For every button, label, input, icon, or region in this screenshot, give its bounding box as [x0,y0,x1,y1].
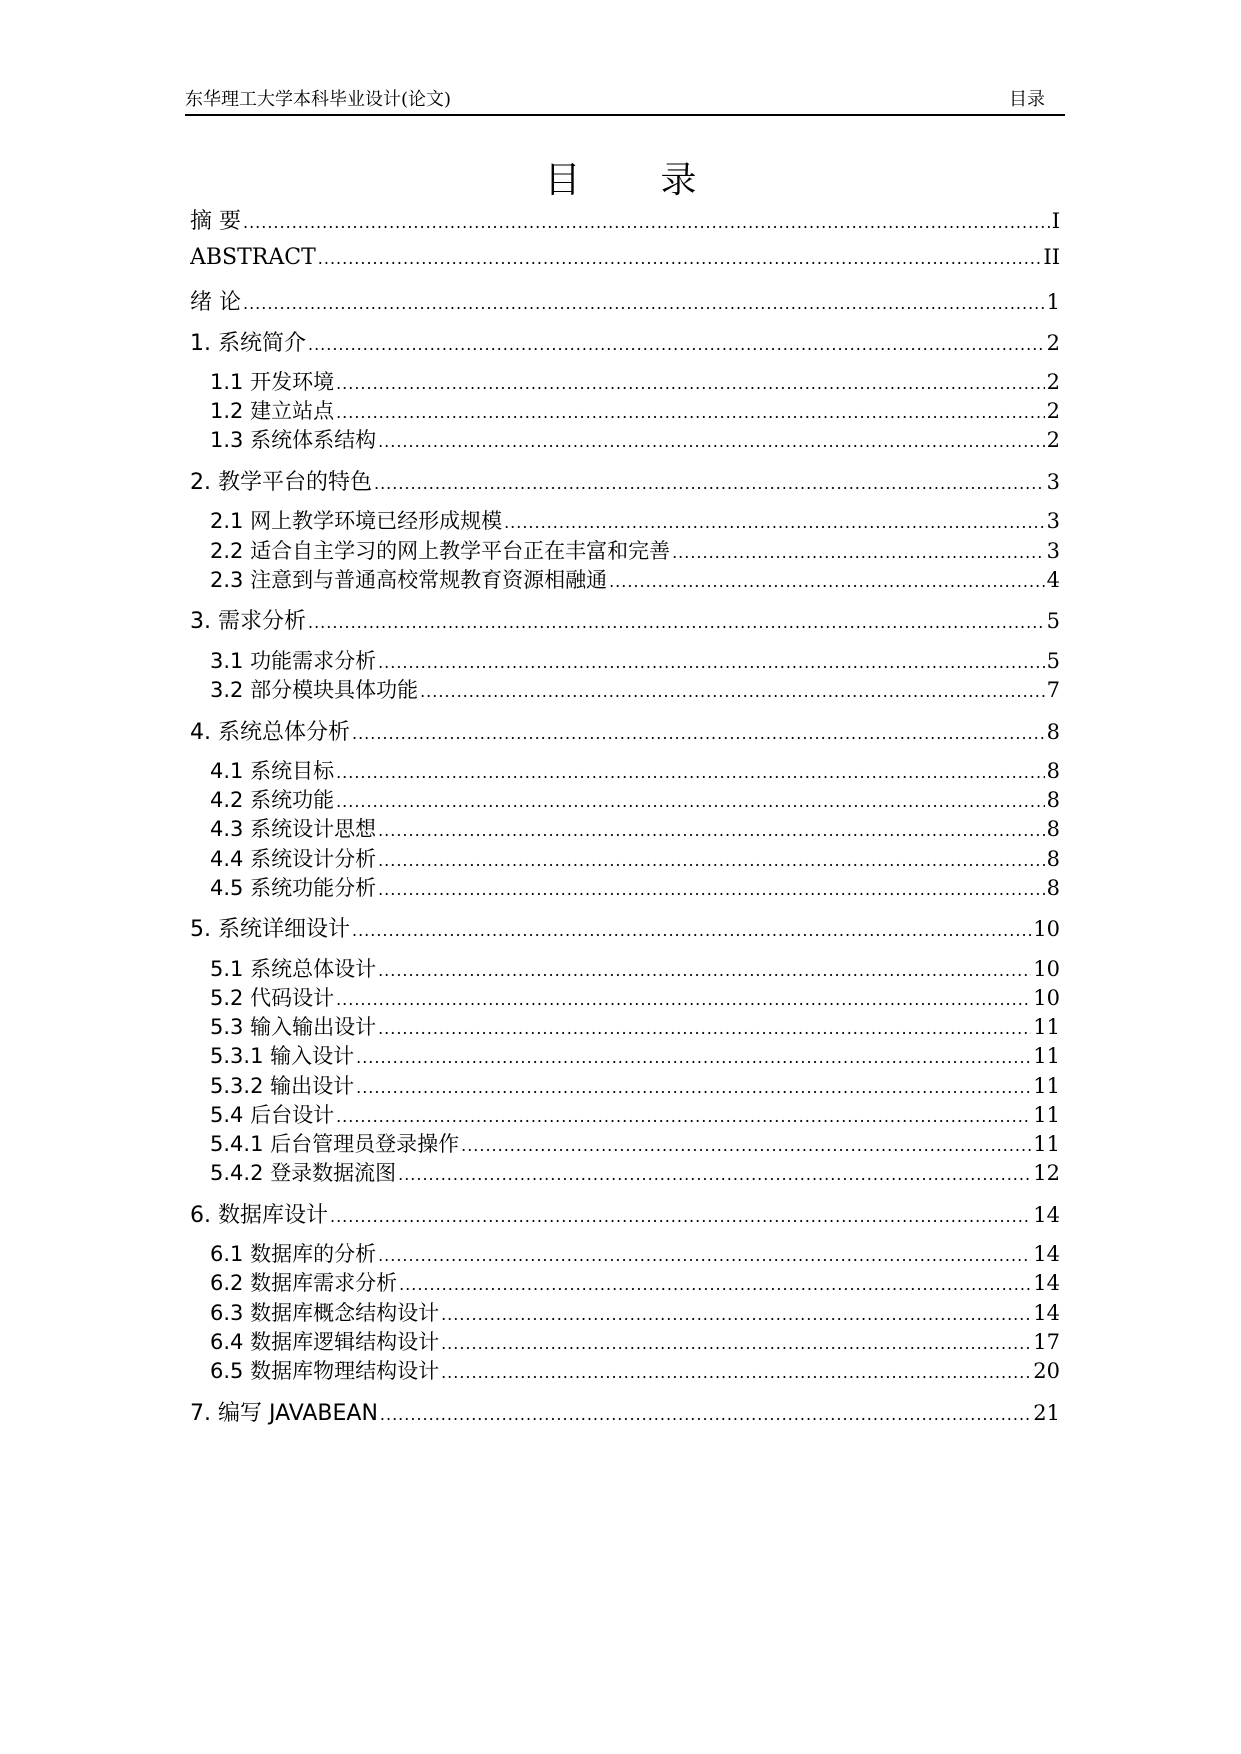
running-header [185,86,1065,116]
toc-dot-leader [336,792,1045,811]
toc-dot-leader [378,1246,1031,1265]
toc-entry-page-number: 11 [1033,1073,1060,1098]
toc-entry-label: 6.1 数据库的分析 [210,1242,377,1267]
toc-entry-page-number: 2 [1046,428,1060,453]
toc-entry-label: 5. 系统详细设计 [190,917,350,943]
toc-entry-page-number: 10 [1033,917,1060,942]
toc-dot-leader [378,821,1045,840]
toc-entry-page-number: 8 [1046,788,1060,813]
toc-entry-page-number: 11 [1033,1102,1060,1127]
toc-entry-label: 2.1 网上教学环境已经形成规模 [210,509,503,534]
toc-entry-label: 6.2 数据库需求分析 [210,1271,398,1296]
toc-entry[interactable] [210,813,1060,843]
toc-dot-leader [398,1165,1031,1184]
toc-entry-label: 3.2 部分模块具体功能 [210,678,419,702]
toc-entry-label: 1.2 建立站点 [210,399,335,424]
toc-entry-page-number: 11 [1033,1044,1060,1069]
toc-dot-leader [243,294,1045,313]
toc-entry-page-number: 4 [1046,567,1060,592]
toc-entry[interactable] [210,1267,1060,1297]
page-title-char-1: 目 [544,160,581,201]
toc-dot-leader [378,961,1031,980]
toc-dot-leader [308,335,1045,354]
toc-entry-label: 6. 数据库设计 [190,1202,328,1228]
toc-dot-leader [672,543,1045,562]
toc-dot-leader [420,682,1045,701]
toc-entry[interactable] [210,674,1060,704]
toc-dot-leader [330,1207,1031,1226]
toc-entry-label: 4. 系统总体分析 [190,719,350,745]
toc-entry-page-number: 5 [1046,609,1060,634]
toc-entry[interactable] [190,604,1060,634]
toc-dot-leader [336,990,1031,1009]
toc-entry-label: 摘 要 [190,209,241,234]
toc-entry[interactable] [210,755,1060,785]
toc-entry-page-number: 14 [1033,1271,1060,1296]
toc-entry-label: 5.4 后台设计 [210,1102,335,1127]
toc-entry-page-number: 2 [1046,399,1060,424]
toc-entry-label: 5.3 输入输出设计 [210,1015,377,1040]
toc-entry-page-number: 12 [1033,1161,1060,1186]
toc-entry-label: ABSTRACT [190,244,316,270]
toc-entry-page-number: 3 [1046,538,1060,563]
toc-entry-page-number: 3 [1046,509,1060,534]
toc-dot-leader [352,921,1031,940]
toc-entry-label: 3. 需求分析 [190,609,306,635]
toc-entry[interactable] [210,1040,1060,1070]
toc-entry-page-number: 14 [1033,1202,1060,1227]
toc-entry-label: 6.5 数据库物理结构设计 [210,1359,440,1383]
toc-dot-leader [609,572,1045,591]
toc-entry-page-number: 21 [1033,1400,1060,1425]
toc-dot-leader [378,880,1045,899]
toc-dot-leader [352,724,1045,743]
toc-entry[interactable] [190,1198,1060,1228]
toc-entry[interactable] [210,1128,1060,1158]
toc-entry[interactable] [210,843,1060,873]
toc-entry-page-number: 10 [1033,986,1060,1010]
toc-entry-label: 5.3.2 输出设计 [210,1073,355,1098]
toc-entry[interactable] [210,982,1060,1012]
toc-entry-page-number: 5 [1046,648,1060,673]
toc-entry[interactable] [210,1355,1060,1385]
toc-entry-page-number: 8 [1046,759,1060,783]
toc-entry-page-number: 14 [1033,1242,1060,1267]
page-title-char-2: 录 [660,160,697,201]
toc-dot-leader [441,1363,1031,1382]
toc-entry[interactable] [190,245,1060,275]
toc-dot-leader [399,1275,1031,1294]
toc-entry[interactable] [210,395,1060,425]
toc-entry[interactable] [210,1070,1060,1100]
toc-entry[interactable] [190,326,1060,356]
toc-entry-page-number: 11 [1033,1015,1060,1040]
page-title [0,156,1241,206]
toc-entry-label: 5.3.1 输入设计 [210,1044,355,1069]
toc-entry[interactable] [190,715,1060,745]
toc-dot-leader [336,1107,1031,1126]
toc-entry-page-number: 8 [1046,719,1060,744]
toc-entry[interactable] [210,564,1060,594]
toc-entry[interactable] [210,953,1060,983]
toc-entry-label: 绪 论 [190,290,241,315]
toc-dot-leader [441,1305,1031,1324]
toc-entry-label: 5.1 系统总体设计 [210,956,377,981]
toc-entry[interactable] [210,1099,1060,1129]
toc-entry[interactable] [210,1157,1060,1187]
toc-entry-page-number: 8 [1046,875,1060,900]
toc-dot-leader [461,1136,1031,1155]
toc-entry[interactable] [190,1396,1060,1426]
toc-entry-label: 4.5 系统功能分析 [210,875,377,900]
toc-dot-leader [336,763,1045,782]
toc-entry[interactable] [190,912,1060,942]
toc-entry-label: 1.3 系统体系结构 [210,428,377,453]
toc-dot-leader [336,403,1045,422]
toc-entry[interactable] [190,204,1060,234]
toc-entry[interactable] [210,1238,1060,1268]
toc-entry-page-number: 1 [1046,290,1060,314]
toc-entry-page-number: I [1051,209,1060,233]
toc-entry-label: 4.2 系统功能 [210,788,335,813]
toc-entry-page-number: 2 [1046,370,1060,394]
toc-entry[interactable] [210,784,1060,814]
toc-entry-label: 2.2 适合自主学习的网上教学平台正在丰富和完善 [210,538,671,563]
toc-entry[interactable] [190,285,1060,315]
toc-dot-leader [378,851,1045,870]
toc-entry-page-number: 8 [1046,817,1060,842]
toc-dot-leader [504,513,1045,532]
toc-entry-label: 5.4.2 登录数据流图 [210,1161,397,1186]
toc-dot-leader [356,1048,1031,1067]
toc-entry-label: 2.3 注意到与普通高校常规教育资源相融通 [210,567,608,592]
toc-dot-leader [243,213,1050,232]
toc-entry-label: 7. 编写 JAVABEAN [190,1400,378,1426]
toc-entry-page-number: 11 [1033,1132,1060,1156]
toc-entry-label: 4.4 系统设计分析 [210,846,377,871]
toc-entry-page-number: 8 [1046,846,1060,871]
toc-entry[interactable] [210,872,1060,902]
toc-dot-leader [356,1078,1031,1097]
toc-entry-label: 4.1 系统目标 [210,759,335,783]
toc-entry[interactable] [210,535,1060,565]
toc-entry-page-number: 7 [1046,678,1060,702]
toc-dot-leader [374,474,1045,493]
toc-entry[interactable] [210,366,1060,396]
toc-entry[interactable] [210,424,1060,454]
toc-entry-label: 5.2 代码设计 [210,986,335,1010]
toc-entry-page-number: 10 [1033,956,1060,981]
header-section-name: 目录 [1009,89,1045,110]
toc-entry[interactable] [210,1011,1060,1041]
toc-entry-label: 3.1 功能需求分析 [210,648,377,673]
toc-entry-label: 2. 教学平台的特色 [190,469,372,495]
toc-entry-page-number: II [1043,244,1060,269]
toc-entry-label: 5.4.1 后台管理员登录操作 [210,1132,460,1156]
toc-dot-leader [318,249,1042,268]
toc-dot-leader [378,653,1045,672]
toc-entry-label: 6.3 数据库概念结构设计 [210,1300,440,1325]
toc-dot-leader [378,432,1045,451]
toc-dot-leader [441,1334,1031,1353]
toc-entry-page-number: 17 [1033,1329,1060,1354]
toc-entry-label: 6.4 数据库逻辑结构设计 [210,1329,440,1354]
toc-entry-label: 4.3 系统设计思想 [210,817,377,842]
toc-entry-page-number: 3 [1046,469,1060,494]
toc-entry[interactable] [190,465,1060,495]
toc-entry[interactable] [210,1297,1060,1327]
header-thesis-title: 东华理工大学本科毕业设计(论文) [185,89,452,110]
toc-entry-label: 1.1 开发环境 [210,370,335,394]
toc-dot-leader [380,1405,1031,1424]
toc-dot-leader [336,374,1045,393]
toc-entry[interactable] [210,505,1060,535]
toc-entry-label: 1. 系统简介 [190,330,306,356]
toc-dot-leader [378,1019,1031,1038]
toc-entry-page-number: 14 [1033,1300,1060,1325]
toc-entry[interactable] [210,1326,1060,1356]
toc-dot-leader [308,613,1045,632]
toc-entry-page-number: 20 [1033,1359,1060,1383]
toc-entry[interactable] [210,645,1060,675]
toc-entry-page-number: 2 [1046,330,1060,355]
